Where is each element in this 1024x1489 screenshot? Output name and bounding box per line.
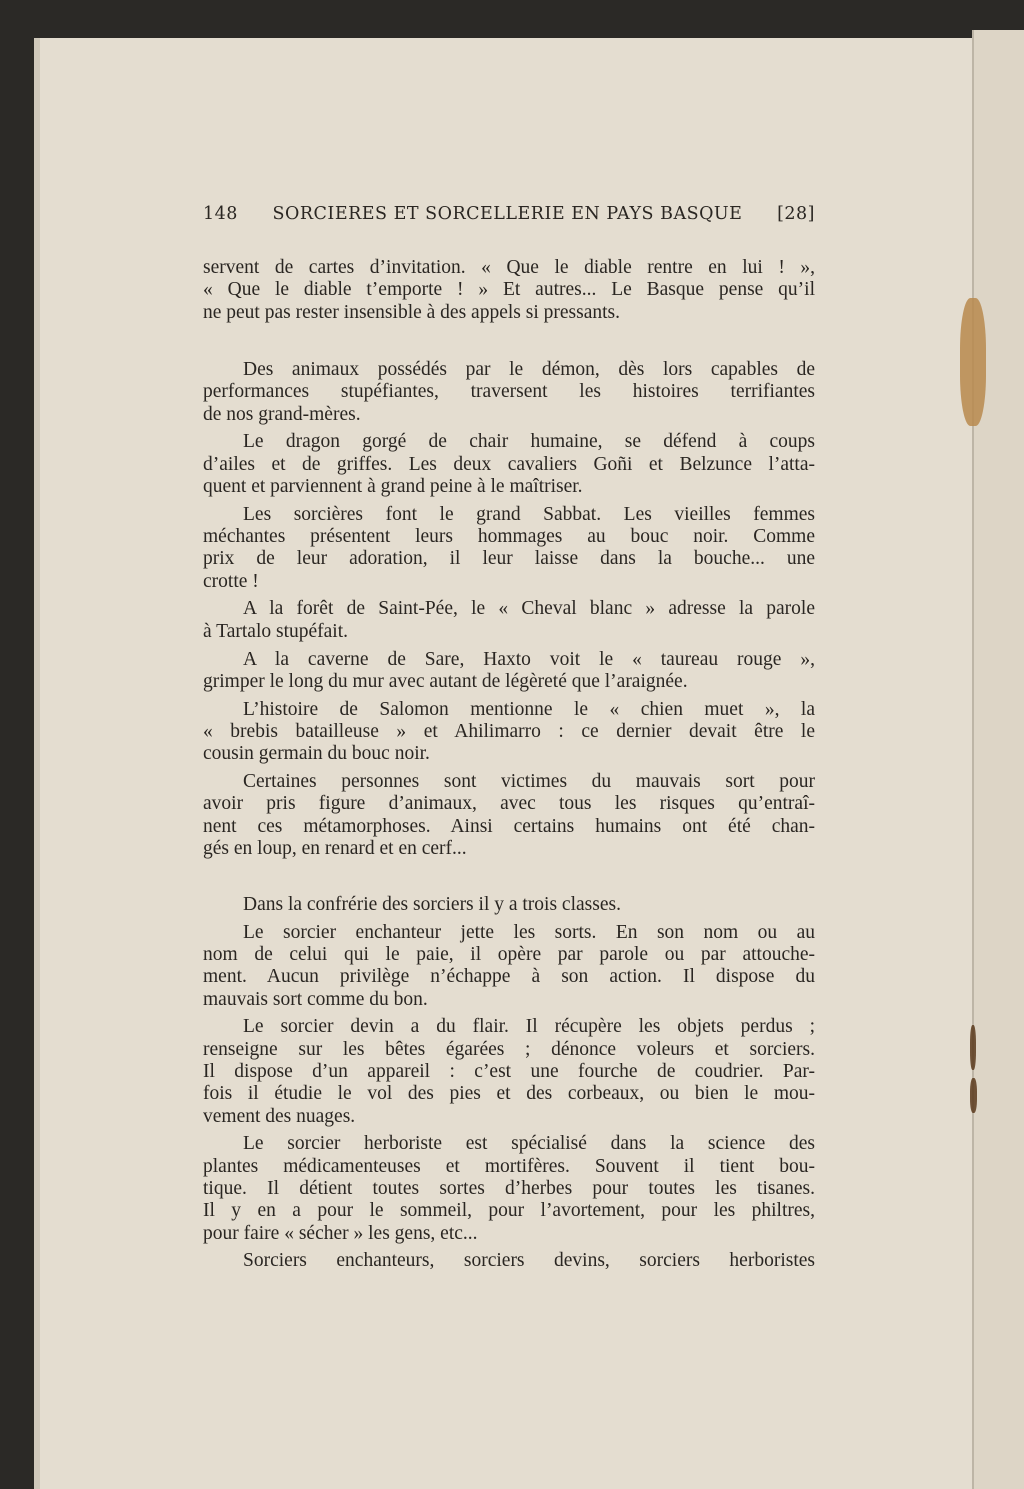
text-line: « brebis batailleuse » et Ahilimarro : ce dernier devait être le — [203, 720, 815, 742]
text-line: tique. Il détient toutes sortes d’herbes pour toutes les tisanes. — [203, 1178, 815, 1200]
text-line: mauvais sort comme du bon. — [203, 988, 428, 1010]
stain-mark — [970, 1078, 977, 1113]
text-line: de nos grand-mères. — [203, 403, 361, 425]
text-line: renseigne sur les bêtes égarées ; dénonce voleurs et sorciers. — [203, 1038, 815, 1060]
paragraph — [203, 359, 815, 426]
paragraph — [203, 894, 815, 916]
paragraph — [203, 431, 815, 498]
text-line: servent de cartes d’invitation. « Que le diable rentre en lui ! », — [203, 257, 815, 278]
text-line: nent ces métamorphoses. Ainsi certains humains ont été chan- — [203, 815, 815, 837]
text-line: ne peut pas rester insensible à des appels si pressants. — [203, 301, 620, 323]
text-line: grimper le long du mur avec autant de légèreté que l’araignée. — [203, 670, 688, 692]
text-line: performances stupéfiantes, traversent les histoires terrifiantes — [203, 381, 815, 403]
text-line: gés en loup, en renard et en cerf... — [203, 837, 467, 859]
text-line: Sorciers enchanteurs, sorciers devins, sorciers herboristes — [243, 1250, 815, 1272]
text-line: avoir pris figure d’animaux, avec tous les risques qu’entraî- — [203, 793, 815, 815]
text-section — [203, 894, 815, 1278]
stain-mark — [970, 1025, 976, 1070]
stain-mark — [960, 298, 986, 426]
text-line: Des animaux possédés par le démon, dès lors capables de — [243, 359, 815, 380]
text-section — [203, 359, 815, 866]
text-line: pour faire « sécher » les gens, etc... — [203, 1222, 478, 1244]
text-line: ment. Aucun privilège n’échappe à son action. Il dispose du — [203, 966, 815, 988]
text-line: vement des nuages. — [203, 1105, 356, 1127]
text-line: nom de celui qui le paie, il opère par parole ou par attouche- — [203, 944, 815, 966]
text-line: quent et parviennent à grand peine à le maîtriser. — [203, 475, 583, 497]
text-line: fois il étudie le vol des pies et des corbeaux, ou bien le mou- — [203, 1083, 815, 1105]
running-title: SORCIERES ET SORCELLERIE EN PAYS BASQUE — [272, 204, 743, 224]
page-number: 148 — [203, 204, 238, 224]
facing-page-edge — [972, 30, 1024, 1489]
text-line: à Tartalo stupéfait. — [203, 620, 349, 642]
paragraph — [203, 1250, 815, 1272]
text-line: Il y en a pour le sommeil, pour l’avortement, pour les philtres, — [203, 1200, 815, 1222]
text-section — [203, 257, 815, 329]
text-line: Les sorcières font le grand Sabbat. Les vieilles femmes — [243, 503, 815, 525]
text-line: plantes médicamenteuses et mortifères. Souvent il tient bou- — [203, 1155, 815, 1177]
text-line: cousin germain du bouc noir. — [203, 743, 430, 765]
text-line: Le dragon gorgé de chair humaine, se défend à coups — [243, 431, 815, 453]
paragraph — [203, 504, 815, 593]
text-line: Dans la confrérie des sorciers il y a trois classes. — [243, 894, 621, 915]
paragraph — [203, 257, 815, 324]
text-line: d’ailes et de griffes. Les deux cavaliers Goñi et Belzunce l’atta- — [203, 453, 815, 475]
text-line: Le sorcier devin a du flair. Il récupère les objets perdus ; — [243, 1016, 815, 1038]
text-line: A la caverne de Sare, Haxto voit le « taureau rouge », — [243, 648, 815, 670]
text-line: méchantes présentent leurs hommages au bouc noir. Comme — [203, 526, 815, 548]
text-line: A la forêt de Saint-Pée, le « Cheval blanc » adresse la parole — [243, 598, 815, 620]
paragraph — [203, 1133, 815, 1244]
text-line: Il dispose d’un appareil : c’est une fourche de coudrier. Par- — [203, 1061, 815, 1083]
text-line: L’histoire de Salomon mentionne le « chien muet », la — [243, 698, 815, 720]
paragraph — [203, 699, 815, 766]
chapter-ref: [28] — [777, 204, 815, 224]
paragraph — [203, 649, 815, 694]
paragraph — [203, 598, 815, 643]
text-line: Le sorcier herboriste est spécialisé dans la science des — [243, 1133, 815, 1155]
paragraph — [203, 922, 815, 1011]
text-line: Certaines personnes sont victimes du mauvais sort pour — [243, 771, 815, 793]
running-header — [203, 204, 815, 224]
text-line: crotte ! — [203, 570, 259, 592]
paragraph — [203, 1016, 815, 1127]
text-line: « Que le diable t’emporte ! » Et autres... Le Basque pense qu’il — [203, 279, 815, 301]
text-line: Le sorcier enchanteur jette les sorts. En son nom ou au — [243, 921, 815, 943]
text-line: prix de leur adoration, il leur laisse dans la bouche... une — [203, 548, 815, 570]
paragraph — [203, 771, 815, 860]
